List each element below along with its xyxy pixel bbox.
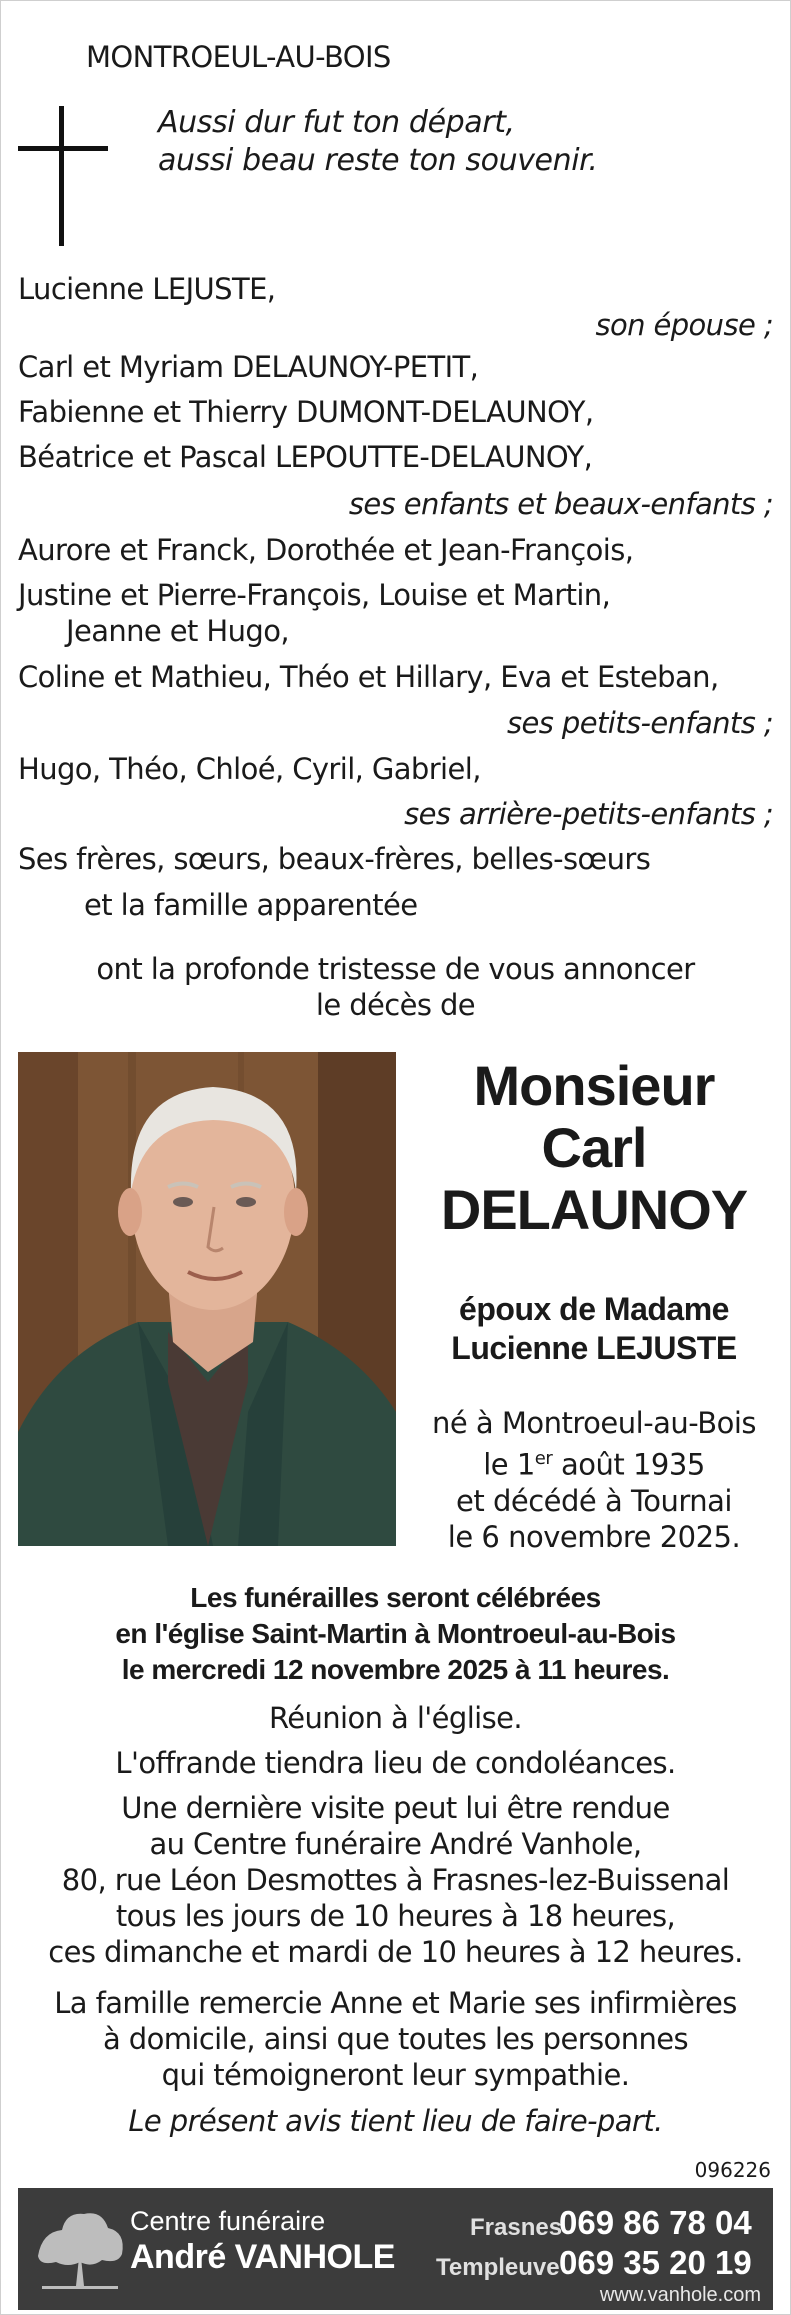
spouse-name: Lucienne LEJUSTE, [18,272,276,306]
motto [158,104,597,180]
offering-note: L'offrande tiendra lieu de condoléances. [115,1746,676,1780]
deceased-photo [18,1052,396,1546]
children-role: ses enfants et beaux-enfants ; [348,487,773,521]
funeral-line: en l'église Saint-Martin à Montroeul-au-Bois [115,1618,676,1649]
spouse-line: époux de Madame [459,1291,729,1327]
tree-icon [32,2202,128,2298]
office-phone: 069 86 78 04 [559,2204,752,2241]
office-label: Templeuve [436,2254,560,2281]
announce-line: ont la profonde tristesse de vous annoncer [96,952,695,986]
office-label: Frasnes [470,2214,563,2241]
siblings-line: Ses frères, sœurs, beaux-frères, belles-sœurs [18,842,651,876]
motto-line: aussi beau reste ton souvenir. [158,143,598,178]
child-line: Béatrice et Pascal LEPOUTTE-DELAUNOY, [18,440,593,474]
funeral-details [0,1580,791,1688]
grandchild-line: Coline et Mathieu, Théo et Hillary, Eva et Esteban, [18,660,719,694]
website-link[interactable]: www.vanhole.com [599,2284,761,2306]
visit-line: au Centre funéraire André Vanhole, [149,1827,642,1861]
company-name: André VANHOLE [130,2238,395,2276]
grandchild-line: Jeanne et Hugo, [66,614,289,648]
birth-death-info [412,1405,776,1555]
visit-info [0,1790,791,1970]
company-line: Centre funéraire [130,2206,326,2236]
funeral-line: Les funérailles seront célébrées [190,1582,601,1613]
death-date: le 6 novembre 2025. [447,1519,741,1554]
spouse-reference [412,1290,776,1368]
visit-line: 80, rue Léon Desmottes à Frasnes-lez-Buissenal [61,1863,730,1897]
siblings-line: et la famille apparentée [84,888,418,922]
grandchild-line: Justine et Pierre-François, Louise et Martin, [18,578,611,612]
thanks-line: qui témoigneront leur sympathie. [161,2058,630,2092]
announce-line: le décès de [315,988,476,1022]
spouse-role: son épouse ; [595,308,773,342]
meeting-note: Réunion à l'église. [269,1701,522,1735]
deceased-name [412,1055,776,1241]
reference-number: 096226 [694,2158,771,2182]
death-place: et décédé à Tournai [456,1483,732,1518]
grandchildren-role: ses petits-enfants ; [507,706,773,740]
deceased-title: Monsieur [473,1054,715,1117]
funeral-line: le mercredi 12 novembre 2025 à 11 heures. [121,1654,670,1685]
spouse-line: Lucienne LEJUSTE [451,1330,737,1366]
visit-line: ces dimanche et mardi de 10 heures à 12 heures. [48,1935,743,1969]
thanks-line: La famille remercie Anne et Marie ses infirmières [54,1986,737,2020]
motto-line: Aussi dur fut ton départ, [158,105,515,140]
funeral-home-banner [18,2188,773,2310]
birth-place: né à Montroeul-au-Bois [431,1406,757,1440]
child-line: Carl et Myriam DELAUNOY-PETIT, [18,350,479,384]
thanks-info [0,1985,791,2093]
child-line: Fabienne et Thierry DUMONT-DELAUNOY, [18,395,594,429]
visit-line: Une dernière visite peut lui être rendue [121,1791,670,1825]
grandchild-line: Aurore et Franck, Dorothée et Jean-François, [18,533,634,567]
visit-line: tous les jours de 10 heures à 18 heures, [115,1899,676,1933]
place-name: MONTROEUL-AU-BOIS [86,40,391,74]
thanks-line: à domicile, ainsi que toutes les personnes [102,2022,689,2056]
great-grandchildren-role: ses arrière-petits-enfants ; [404,797,773,831]
office-phone: 069 35 20 19 [559,2244,752,2281]
deceased-first-name: Carl [541,1116,647,1179]
birth-date: le 1er août 1935 [483,1447,705,1482]
faire-part-note: Le présent avis tient lieu de faire-part. [128,2104,663,2138]
great-grandchildren-line: Hugo, Théo, Chloé, Cyril, Gabriel, [18,752,481,786]
deceased-last-name: DELAUNOY [440,1178,748,1241]
